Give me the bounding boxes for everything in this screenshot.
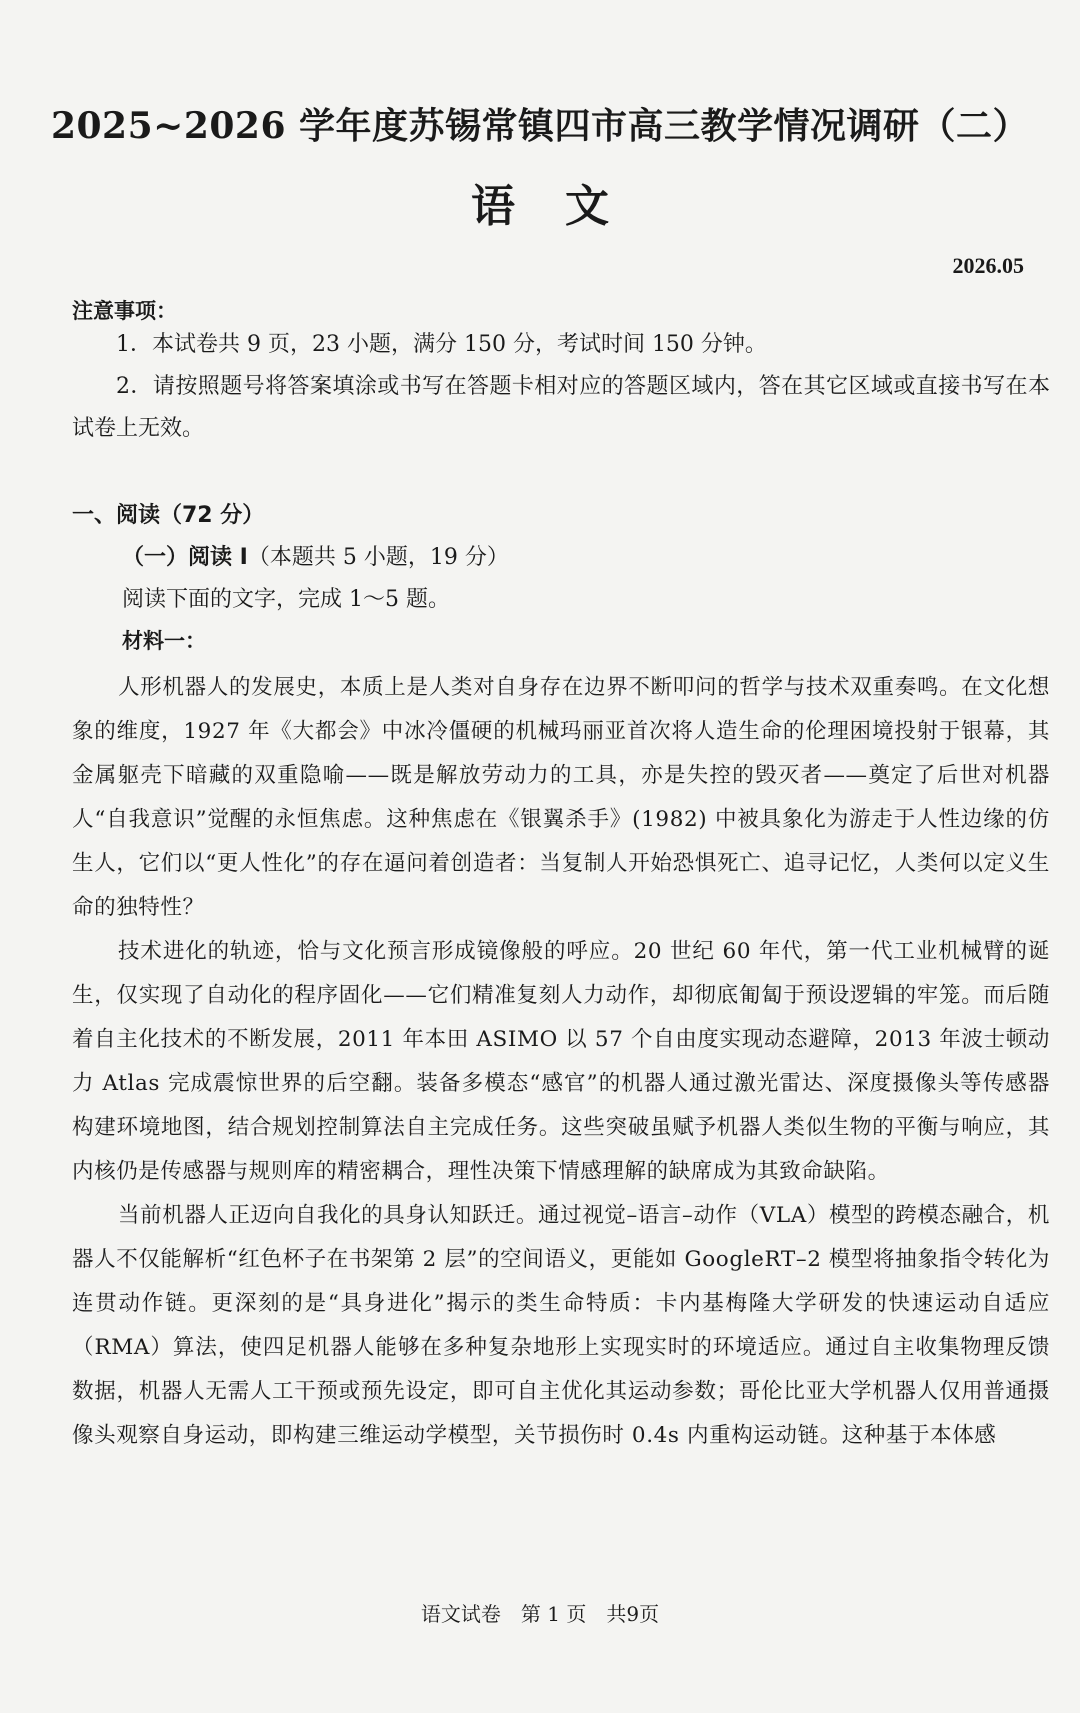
note-item: 2．请按照题号将答案填涂或书写在答题卡相对应的答题区域内，答在其它区域或直接书写在本试卷上无效。 [72, 374, 1050, 441]
page-footer: 语文试卷 第 1 页 共9页 [420, 1602, 660, 1626]
subsection-title: （一）阅读 I [122, 545, 248, 570]
notes-heading: 注意事项： [72, 299, 177, 323]
body-paragraph: 当前机器人正迈向自我化的具身认知跃迁。通过视觉–语言–动作（VLA）模型的跨模态融合，机器人不仅能解析“红色杯子在书架第 2 层”的空间语义，更能如 GoogleRT–2 模型将抽象指令转化为连贯动作链。更深刻的是“具身进化”揭示的类生命特质：卡内基梅隆大学研发的快速运动自适应（RMA）算法，使四足机器人能够在多种复杂地形上实现实时的环境适应。通过自主收集物理反馈数据，机器人无需人工干预或预先设定，即可自主优化其运动参数；哥伦比亚大学机器人仅用普通摄像头观察自身运动，即构建三维运动学模型，关节损伤时 0.4s 内重构运动链。这种基于本体感 [72, 1203, 1050, 1448]
exam-date: 2026.05 [952, 253, 1024, 278]
notes-list [72, 324, 1050, 450]
subsection-detail: （本题共 5 小题，19 分） [247, 545, 509, 570]
subsection-heading [122, 540, 509, 571]
note-item: 1．本试卷共 9 页，23 小题，满分 150 分，考试时间 150 分钟。 [116, 332, 767, 357]
body-paragraph: 技术进化的轨迹，恰与文化预言形成镜像般的呼应。20 世纪 60 年代，第一代工业机械臂的诞生，仅实现了自动化的程序固化——它们精准复刻人力动作，却彻底匍匐于预设逻辑的牢笼。而后随着自主化技术的不断发展，2011 年本田 ASIMO 以 57 个自由度实现动态避障，2013 年波士顿动力 Atlas 完成震惊世界的后空翻。装备多模态“感官”的机器人通过激光雷达、深度摄像头等传感器构建环境地图，结合规划控制算法自主完成任务。这些突破虽赋予机器人类似生物的平衡与响应，其内核仍是传感器与规则库的精密耦合，理性决策下情感理解的缺席成为其致命缺陷。 [72, 939, 1050, 1184]
body-paragraph: 人形机器人的发展史，本质上是人类对自身存在边界不断叩问的哲学与技术双重奏鸣。在文化想象的维度，1927 年《大都会》中冰冷僵硬的机械玛丽亚首次将人造生命的伦理困境投射于银幕，其金属躯壳下暗藏的双重隐喻——既是解放劳动力的工具，亦是失控的毁灭者——奠定了后世对机器人“自我意识”觉醒的永恒焦虑。这种焦虑在《银翼杀手》(1982) 中被具象化为游走于人性边缘的仿生人，它们以“更人性化”的存在逼问着创造者：当复制人开始恐惧死亡、追寻记忆，人类何以定义生命的独特性？ [72, 675, 1050, 920]
section-heading: 一、阅读（72 分） [72, 503, 265, 528]
material-body [72, 666, 1050, 1458]
material-label: 材料一： [122, 629, 206, 653]
reading-instruction: 阅读下面的文字，完成 1～5 题。 [122, 587, 450, 612]
subject-title: 语文 [471, 181, 659, 232]
exam-title: 2025~2026 学年度苏锡常镇四市高三教学情况调研（二） [50, 105, 1030, 147]
